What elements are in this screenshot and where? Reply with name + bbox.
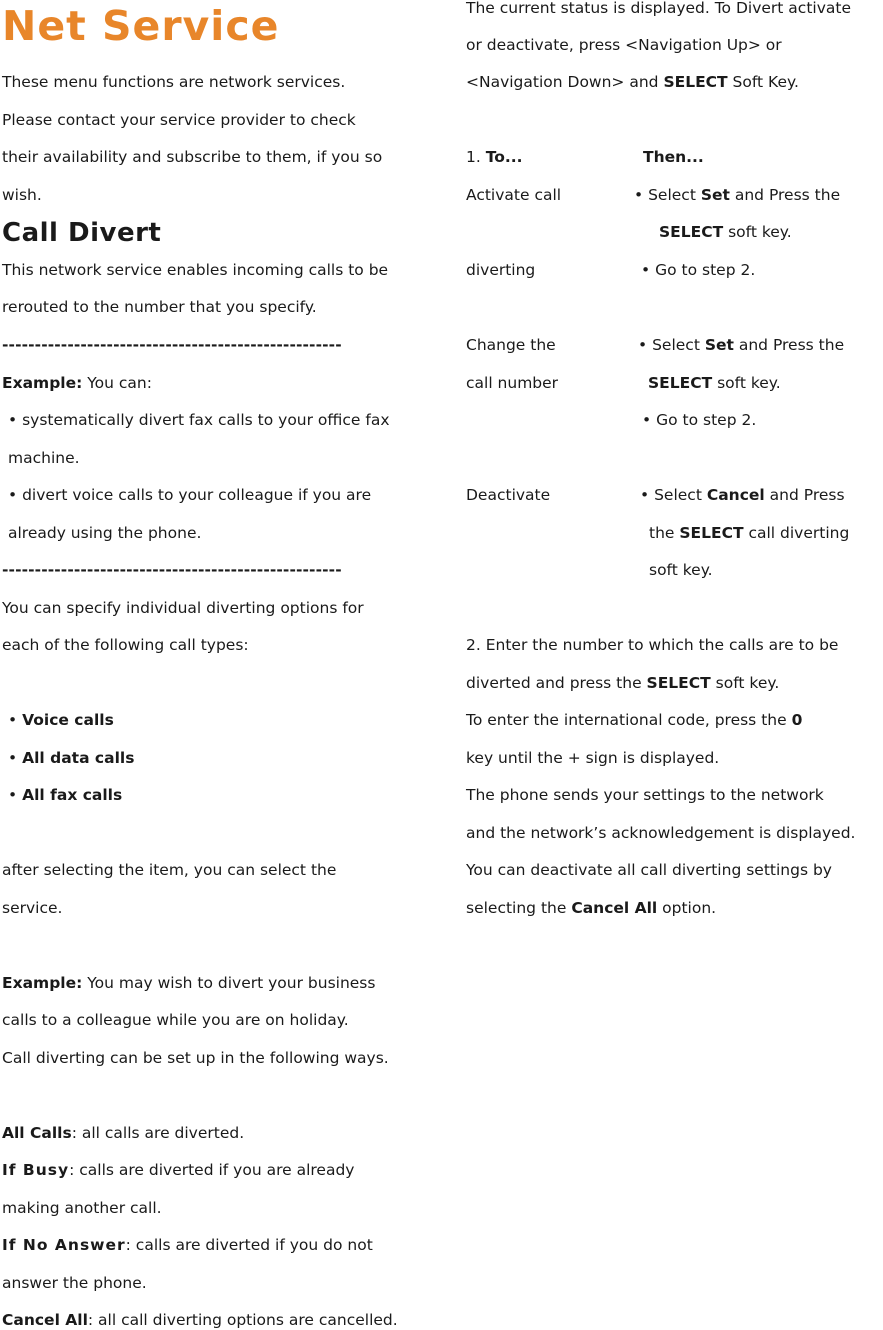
example-bullet-1-cont: machine. (8, 449, 80, 467)
example-label: Example: (2, 374, 83, 392)
specify-line-2: each of the following call types: (2, 636, 249, 654)
separator-top: ---------------------------------------------------- (2, 336, 342, 354)
bullet-glyph: • (8, 486, 18, 504)
setup-text: Call diverting can be set up in the following ways. (2, 1049, 389, 1067)
call-type-fax: • All fax calls (8, 786, 123, 804)
intl-line-1: To enter the international code, press the 0 (466, 711, 803, 729)
option-if-busy-cont: making another call. (2, 1199, 162, 1217)
call-type-data: • All data calls (8, 749, 135, 767)
row-deactivate-action: • Select Cancel and Press (640, 486, 845, 504)
row-change-action-1-cont: SELECT soft key. (648, 374, 781, 392)
intro-line-1: These menu functions are network services. (2, 73, 346, 91)
deact-all-line-1: You can deactivate all call diverting settings by (466, 861, 832, 879)
option-no-answer-cont: answer the phone. (2, 1274, 147, 1292)
intro-line-2: Please contact your service provider to check (2, 111, 356, 129)
after-select-2: service. (2, 899, 63, 917)
status-line-2: or deactivate, press <Navigation Up> or (466, 36, 782, 54)
option-all-calls: All Calls: all calls are diverted. (2, 1124, 245, 1142)
example-bullet-1: • systematically divert fax calls to your office fax (8, 411, 390, 429)
section-heading: Call Divert (2, 218, 162, 248)
step2-line-1: 2. Enter the number to which the calls are to be (466, 636, 839, 654)
col-header-then: Then... (643, 148, 704, 166)
example-bullet-2: • divert voice calls to your colleague if you are (8, 486, 372, 504)
example2-line-1: Example: You may wish to divert your business (2, 974, 376, 992)
intro-line-3: their availability and subscribe to them, if you so (2, 148, 383, 166)
row-change-a: Change the (466, 336, 556, 354)
row-activate-action-1-cont: SELECT soft key. (659, 223, 792, 241)
step2-line-2: diverted and press the SELECT soft key. (466, 674, 780, 692)
example-line (2, 373, 152, 393)
example2-line-2: calls to a colleague while you are on holiday. (2, 1011, 349, 1029)
call-type-voice: • Voice calls (8, 711, 114, 729)
option-cancel-all: Cancel All: all call diverting options are cancelled. (2, 1311, 398, 1329)
option-no-answer: If No Answer: calls are diverted if you do not (2, 1236, 373, 1254)
row-activate-action-2: • Go to step 2. (641, 261, 756, 279)
section-intro-2: rerouted to the number that you specify. (2, 298, 317, 316)
example-text: You can: (82, 374, 152, 392)
row-deactivate-action-cont2: soft key. (649, 561, 713, 579)
col-header-to: 1. To... (466, 148, 523, 166)
separator-bottom: ---------------------------------------------------- (2, 561, 342, 579)
sends-line-1: The phone sends your settings to the network (466, 786, 824, 804)
row-activate-a: Activate call (466, 186, 562, 204)
example-bullet-2-cont: already using the phone. (8, 524, 202, 542)
status-line-3: <Navigation Down> and SELECT Soft Key. (466, 73, 799, 91)
intl-line-2: key until the + sign is displayed. (466, 749, 720, 767)
row-activate-b: diverting (466, 261, 536, 279)
after-select-1: after selecting the item, you can select the (2, 861, 337, 879)
row-change-action-2: • Go to step 2. (642, 411, 757, 429)
option-if-busy: If Busy: calls are diverted if you are already (2, 1161, 355, 1179)
status-line-1: The current status is displayed. To Divert activate (466, 0, 851, 17)
row-activate-action-1: • Select Set and Press the (634, 186, 841, 204)
section-intro-1: This network service enables incoming calls to be (2, 261, 389, 279)
row-deactivate: Deactivate (466, 486, 551, 504)
intro-line-4: wish. (2, 186, 42, 204)
row-deactivate-action-cont: the SELECT call diverting (649, 524, 850, 542)
sends-line-2: and the network’s acknowledgement is displayed. (466, 824, 856, 842)
row-change-b: call number (466, 374, 559, 392)
example2-label: Example: (2, 974, 83, 992)
deact-all-line-2: selecting the Cancel All option. (466, 899, 717, 917)
specify-line-1: You can specify individual diverting options for (2, 599, 364, 617)
row-change-action-1: • Select Set and Press the (638, 336, 845, 354)
page-title: Net Service (2, 2, 280, 50)
bullet-glyph: • (8, 411, 18, 429)
